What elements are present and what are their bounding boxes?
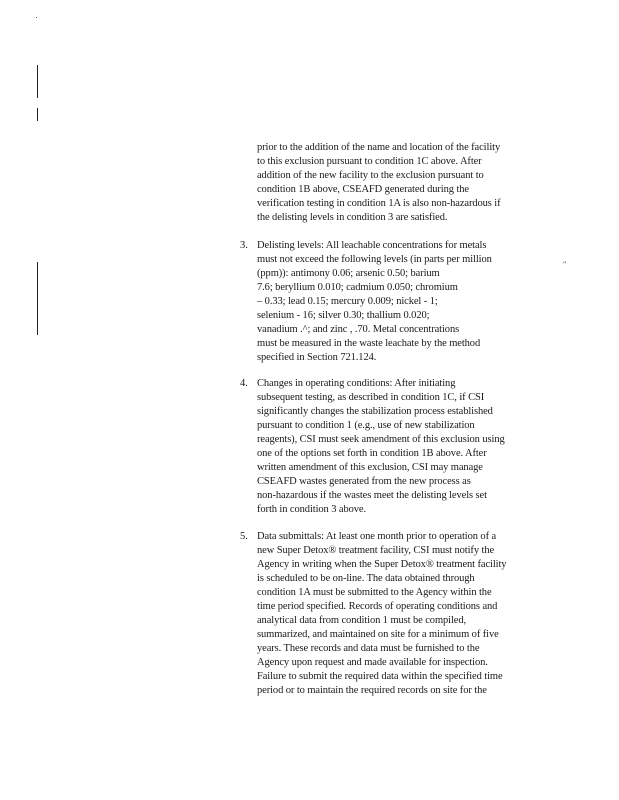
text-line: period or to maintain the required records on site for the	[257, 685, 487, 696]
text-line: Data submittals: At least one month prior to operation of a	[257, 531, 497, 542]
text-line: pursuant to condition 1 (e.g., use of new stabilization	[257, 420, 475, 431]
text-line: the delisting levels in condition 3 are satisfied.	[257, 212, 448, 223]
margin-mark: "	[563, 260, 567, 269]
text-line: 7.6; beryllium 0.010; cadmium 0.050; chromium	[257, 282, 458, 293]
text-line: to this exclusion pursuant to condition 1C above. After	[257, 156, 482, 167]
text-line: addition of the new facility to the exclusion pursuant to	[257, 170, 484, 181]
item-number: 3.	[240, 240, 248, 251]
text-line: condition 1B above, CSEAFD generated during the	[257, 184, 469, 195]
text-line: prior to the addition of the name and location of the facility	[257, 142, 501, 153]
text-line: one of the options set forth in condition 1B above. After	[257, 448, 487, 459]
text-line: CSEAFD wastes generated from the new process as	[257, 476, 471, 487]
text-line: specified in Section 721.124.	[257, 352, 377, 363]
item-body	[257, 377, 557, 517]
text-line: summarized, and maintained on site for a minimum of five	[257, 629, 499, 640]
text-line: significantly changes the stabilization process established	[257, 406, 493, 417]
item-number: 5.	[240, 531, 248, 542]
revision-bar	[37, 262, 38, 335]
text-line: Agency upon request and made available for inspection.	[257, 657, 488, 668]
text-line: time period specified. Records of operating conditions and	[257, 601, 498, 612]
text-line: – 0.33; lead 0.15; mercury 0.009; nickel - 1;	[257, 296, 438, 307]
scan-speck	[36, 17, 37, 18]
text-line: analytical data from condition 1 must be compiled,	[257, 615, 467, 626]
text-line: selenium - 16; silver 0.30; thallium 0.020;	[257, 310, 430, 321]
text-line: new Super Detox® treatment facility, CSI must notify the	[257, 545, 495, 556]
text-line: must be measured in the waste leachate by the method	[257, 338, 481, 349]
revision-bar	[37, 65, 38, 98]
text-line: years. These records and data must be furnished to the	[257, 643, 480, 654]
text-line: must not exceed the following levels (in parts per million	[257, 254, 492, 265]
item-number: 4.	[240, 378, 248, 389]
text-line: is scheduled to be on-line. The data obtained through	[257, 573, 475, 584]
text-line: Delisting levels: All leachable concentrations for metals	[257, 240, 487, 251]
text-line: condition 1A must be submitted to the Agency within the	[257, 587, 492, 598]
continuation-paragraph	[257, 141, 557, 225]
text-line: Agency in writing when the Super Detox® treatment facility	[257, 559, 507, 570]
item-body	[257, 239, 557, 365]
item-body	[257, 530, 557, 698]
text-line: subsequent testing, as described in condition 1C, if CSI	[257, 392, 485, 403]
text-line: verification testing in condition 1A is also non-hazardous if	[257, 198, 501, 209]
text-line: vanadium .^; and zinc , .70. Metal concentrations	[257, 324, 460, 335]
text-line: reagents), CSI must seek amendment of this exclusion using	[257, 434, 505, 445]
text-line: non-hazardous if the wastes meet the delisting levels set	[257, 490, 487, 501]
text-line: Failure to submit the required data within the specified time	[257, 671, 503, 682]
text-line: written amendment of this exclusion, CSI may manage	[257, 462, 483, 473]
text-line: forth in condition 3 above.	[257, 504, 366, 515]
text-line: (ppm)): antimony 0.06; arsenic 0.50; barium	[257, 268, 440, 279]
revision-bar	[37, 108, 38, 121]
text-line: Changes in operating conditions: After initiating	[257, 378, 456, 389]
